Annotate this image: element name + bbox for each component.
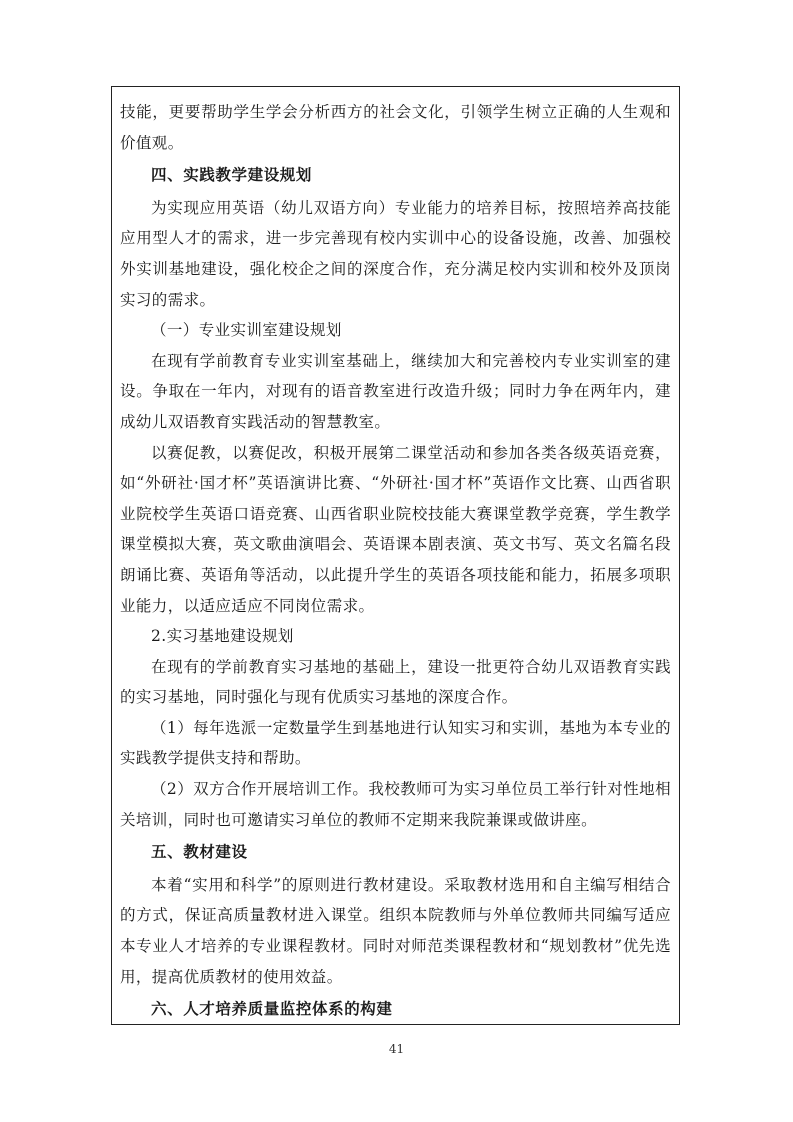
- document-body: [120, 97, 671, 1025]
- paragraph-training-room: 在现有学前教育专业实训室基础上，继续加大和完善校内专业实训室的建设。争取在一年内，对现有的语音教室进行改造升级；同时力争在两年内，建成幼儿双语教育实践活动的智慧教室。: [120, 351, 671, 431]
- section-heading-textbooks: 五、教材建设: [151, 843, 248, 862]
- subheading-internship-base: 2.实习基地建设规划: [151, 627, 294, 646]
- paragraph-practice-goal: 为实现应用英语（幼儿双语方向）专业能力的培养目标，按照培养高技能应用型人才的需求，进一步完善现有校内实训中心的设备设施，改善、加强校外实训基地建设，强化校企之间的深度合作，充分满足校内实训和校外及顶岗实习的需求。: [120, 198, 671, 309]
- paragraph-competitions: 以赛促教，以赛促改，积极开展第二课堂活动和参加各类各级英语竞赛，如“外研社·国才杯”英语演讲比赛、“外研社·国才杯”英语作文比赛、山西省职业院校学生英语口语竞赛、山西省职业院校技能大赛课堂教学竞赛，学生教学课堂模拟大赛，英文歌曲演唱会、英语课本剧表演、英文书写、英文名篇名段朗诵比赛、英语角等活动，以此提升学生的英语各项技能和能力，拓展多项职业能力，以适应适应不同岗位需求。: [120, 443, 671, 615]
- paragraph-internship-item-2: （2）双方合作开展培训工作。我校教师可为实习单位员工举行针对性地相关培训，同时也可邀请实习单位的教师不定期来我院兼课或做讲座。: [120, 780, 671, 829]
- section-heading-quality-monitoring: 六、人才培养质量监控体系的构建: [151, 1000, 393, 1019]
- content-table-frame: [111, 86, 680, 1025]
- intro-paragraph: 技能，更要帮助学生学会分析西方的社会文化，引领学生树立正确的人生观和价值观。: [120, 103, 671, 152]
- paragraph-internship-base: 在现有的学前教育实习基地的基础上，建设一批更符合幼儿双语教育实践的实习基地，同时强化与现有优质实习基地的深度合作。: [120, 657, 671, 707]
- section-heading-practice-teaching: 四、实践教学建设规划: [151, 166, 313, 185]
- paragraph-internship-item-1: （1）每年选派一定数量学生到基地进行认知实习和实训，基地为本专业的实践教学提供支持和帮助。: [120, 718, 671, 768]
- subheading-training-room: （一）专业实训室建设规划: [151, 321, 342, 340]
- page-number: 41: [388, 1042, 405, 1056]
- paragraph-textbooks: 本着“实用和科学”的原则进行教材建设。采取教材选用和自主编写相结合的方式，保证高质量教材进入课堂。组织本院教师与外单位教师共同编写适应本专业人才培养的专业课程教材。同时对师范类课程教材和“规划教材”优先选用，提高优质教材的使用效益。: [120, 875, 671, 986]
